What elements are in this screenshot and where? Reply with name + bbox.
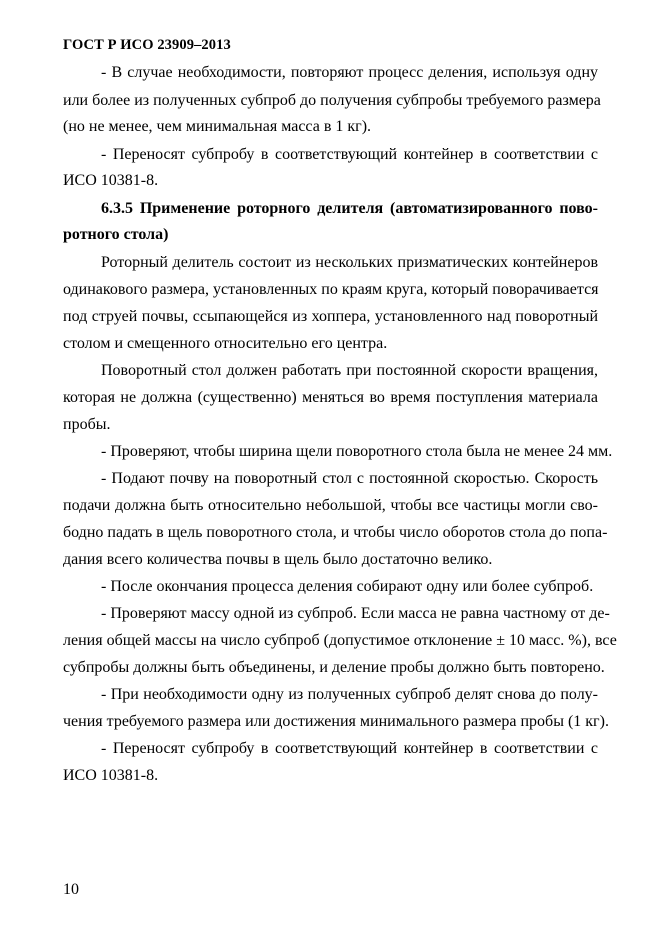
text-line: - Переносят субпробу в соответствующий контейнер в соответствии с [101, 740, 598, 757]
text-line: (но не менее, чем минимальная масса в 1 кг). [63, 118, 372, 135]
text-line: пробы. [63, 416, 111, 433]
text-line: - Подают почву на поворотный стол с постоянной скоростью. Скорость [101, 470, 598, 487]
page-number: 10 [63, 881, 79, 898]
text-line: под струей почвы, ссыпающейся из хоппера, установленного над поворотный [63, 308, 598, 325]
text-line: - Проверяют массу одной из субпроб. Если масса не равна частному от де- [101, 605, 610, 622]
text-line: или более из полученных субпроб до получения субпробы требуемого размера [63, 92, 601, 109]
text-line: дания всего количества почвы в щель было достаточно велико. [63, 551, 493, 568]
text-line: - Переносят субпробу в соответствующий контейнер в соответствии с [101, 146, 598, 163]
text-line: - После окончания процесса деления собирают одну или более субпроб. [101, 578, 594, 595]
text-line: столом и смещенного относительно его центра. [63, 335, 388, 352]
text-line: которая не должна (существенно) меняться во время поступления материала [63, 389, 598, 406]
text-line: ления общей массы на число субпроб (допустимое отклонение ± 10 масс. %), все [63, 632, 617, 649]
text-line: ИСО 10381-8. [63, 767, 159, 784]
text-line: ИСО 10381-8. [63, 172, 159, 189]
section-heading: ротного стола) [63, 226, 169, 243]
text-line: Поворотный стол должен работать при постоянной скорости вращения, [101, 362, 598, 379]
text-line: - При необходимости одну из полученных субпроб делят снова до полу- [101, 686, 598, 703]
text-line: чения требуемого размера или достижения минимального размера пробы (1 кг). [63, 713, 609, 730]
text-line: бодно падать в щель поворотного стола, и чтобы число оборотов стола до попа- [63, 524, 608, 541]
text-line: подачи должна быть относительно небольшой, чтобы все частицы могли сво- [63, 497, 598, 514]
document-header: ГОСТ Р ИСО 23909–2013 [63, 37, 231, 53]
section-heading: 6.3.5 Применение роторного делителя (автоматизированного пово- [101, 200, 598, 217]
text-line: Роторный делитель состоит из нескольких призматических контейнеров [101, 254, 598, 271]
text-line: одинакового размера, установленных по краям круга, который поворачивается [63, 281, 599, 298]
text-line: - Проверяют, чтобы ширина щели поворотного стола была не менее 24 мм. [101, 443, 613, 460]
text-line: - В случае необходимости, повторяют процесс деления, используя одну [101, 64, 598, 81]
text-line: субпробы должны быть объединены, и деление пробы должно быть повторено. [63, 659, 605, 676]
